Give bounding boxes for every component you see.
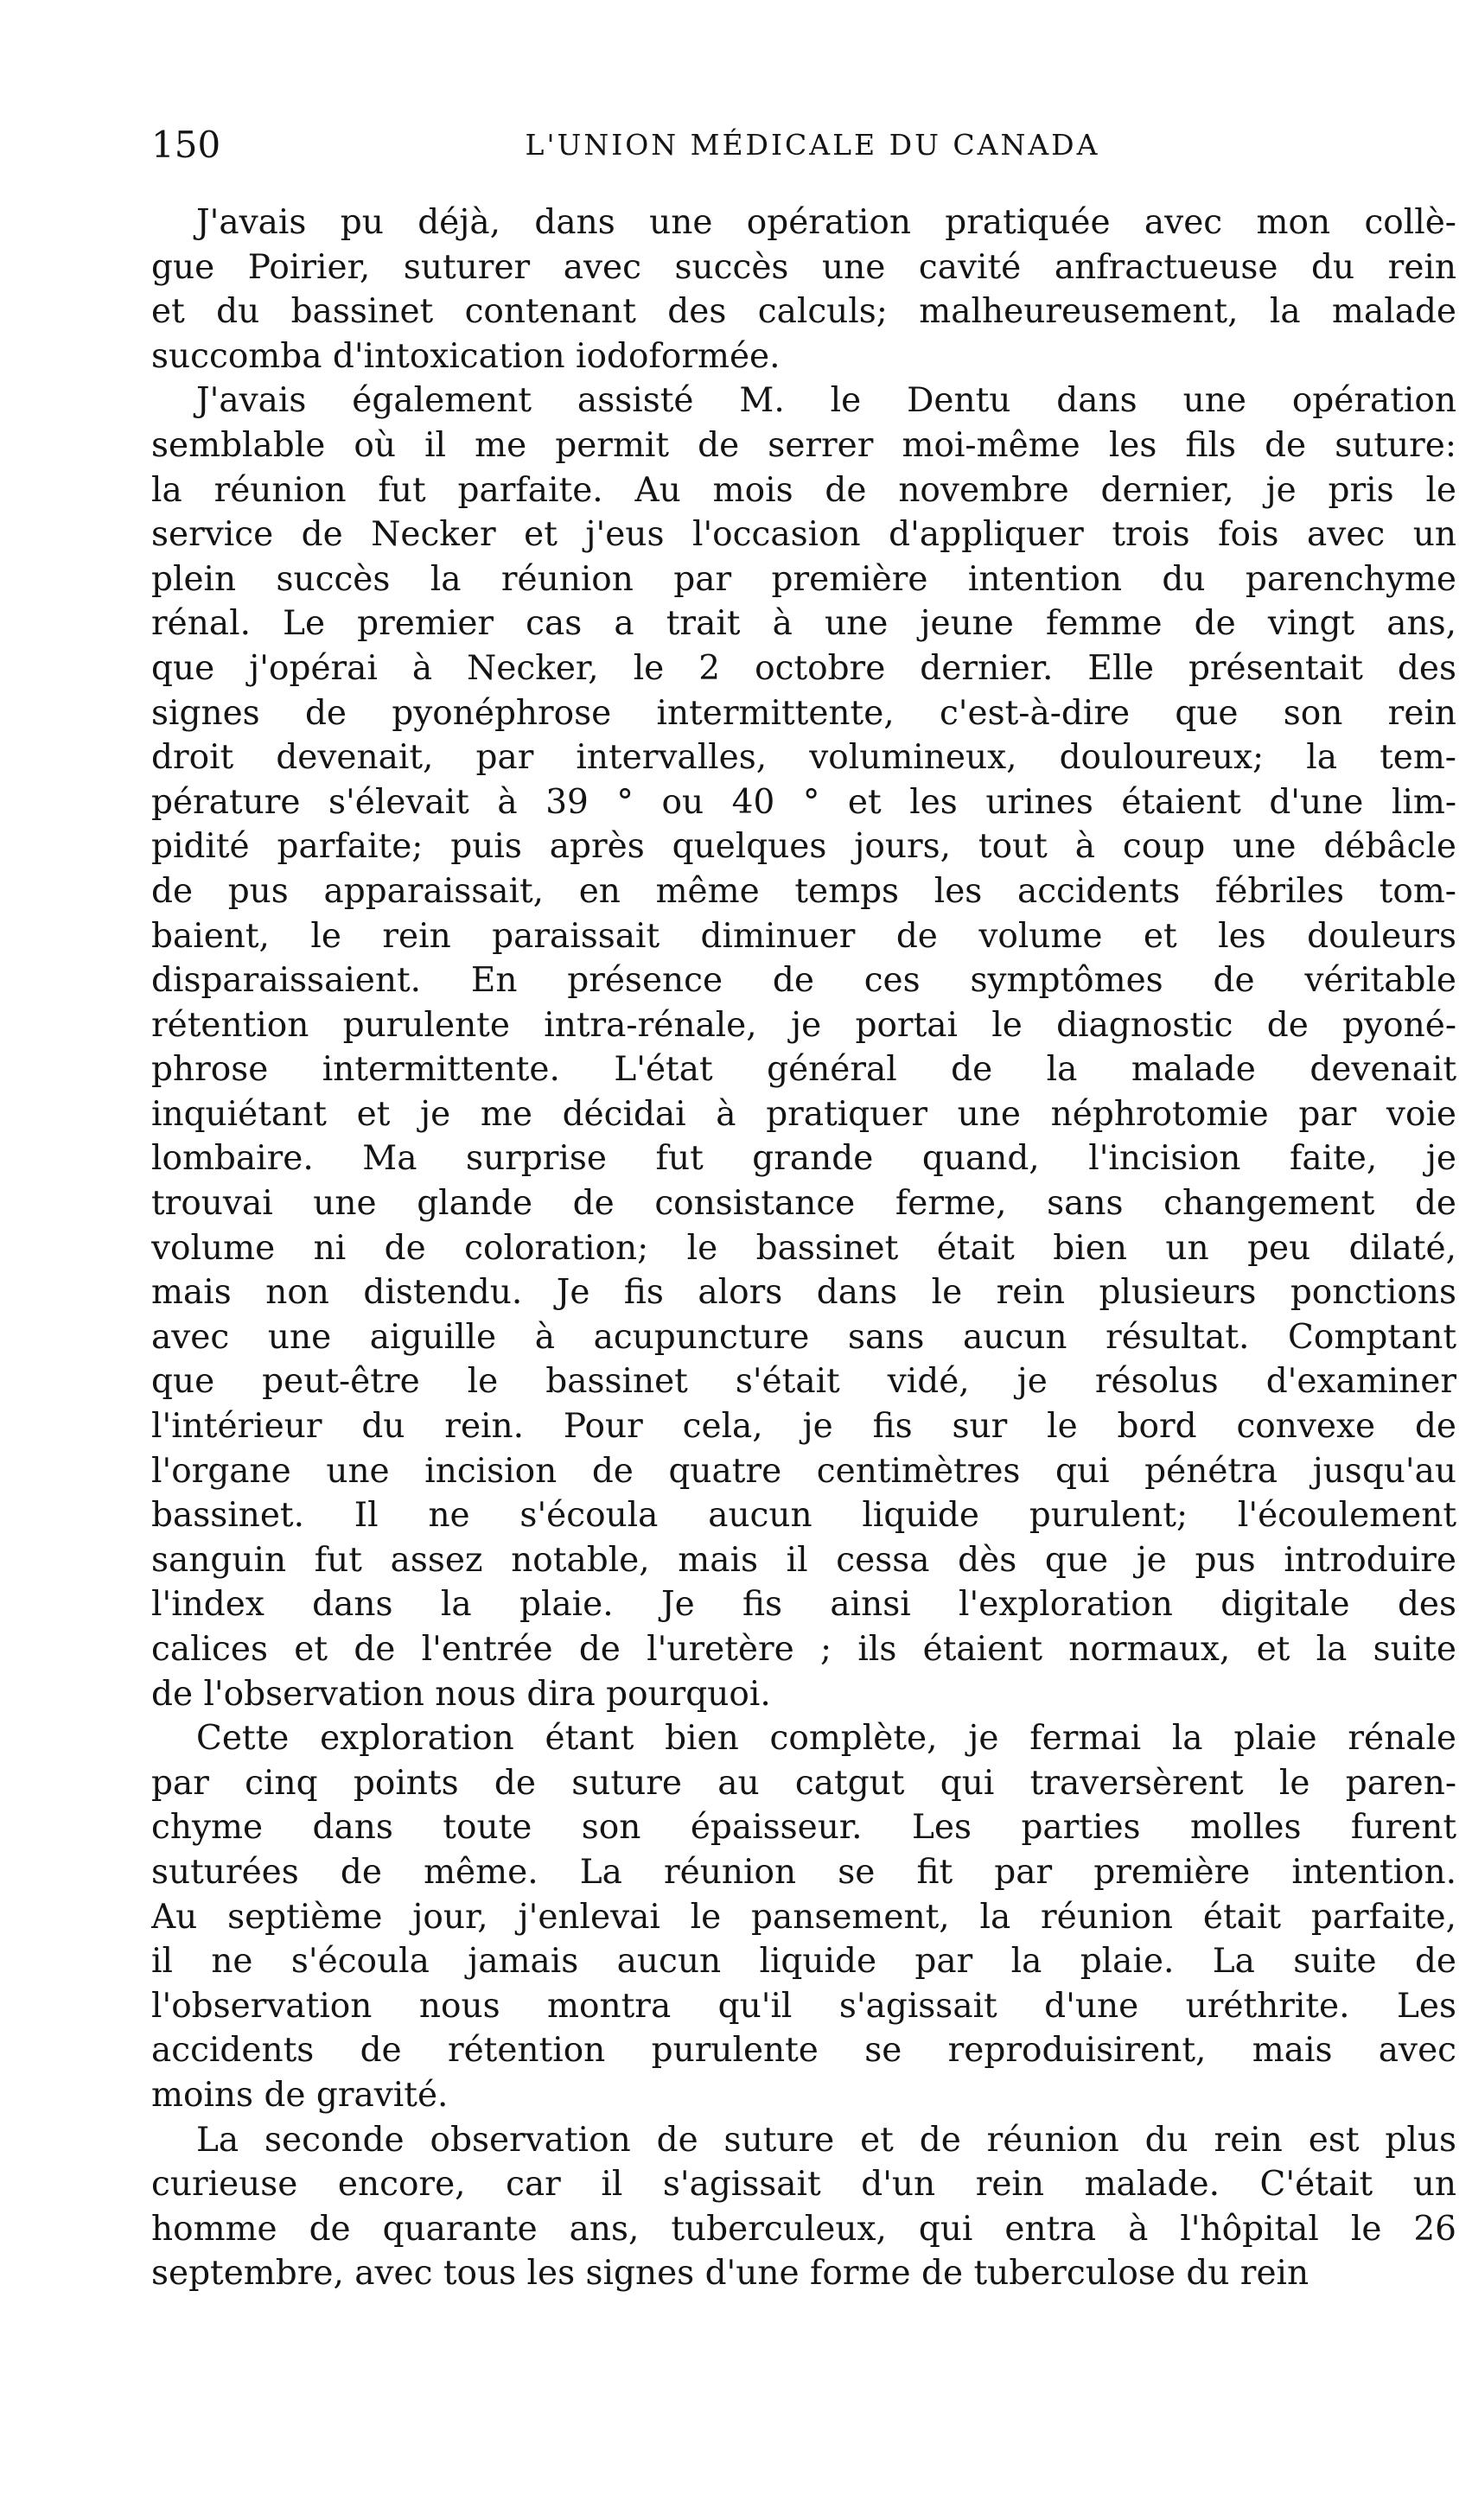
text-line: droit devenait, par intervalles, volumineux, douloureux; la tem- — [151, 738, 1456, 778]
text-line: trouvai une glande de consistance ferme, sans changement de — [151, 1184, 1456, 1224]
text-line: et du bassinet contenant des calculs; malheureusement, la malade — [151, 292, 1456, 332]
text-line: plein succès la réunion par première intention du parenchyme — [151, 559, 1456, 599]
text-line: bassinet. Il ne s'écoula aucun liquide purulent; l'écoulement — [151, 1496, 1456, 1536]
text-line: J'avais pu déjà, dans une opération pratiquée avec mon collè- — [196, 203, 1456, 242]
text-line: l'observation nous montra qu'il s'agissait d'une uréthrite. Les — [151, 1986, 1456, 2026]
text-line: que peut-être le bassinet s'était vidé, je résolus d'examiner — [151, 1362, 1456, 1402]
text-line: service de Necker et j'eus l'occasion d'appliquer trois fois avec un — [151, 515, 1456, 555]
text-line: succomba d'intoxication iodoformée. — [151, 336, 781, 376]
text-line: la réunion fut parfaite. Au mois de novembre dernier, je pris le — [151, 470, 1456, 510]
text-line: homme de quarante ans, tuberculeux, qui entra à l'hôpital le 26 — [151, 2209, 1456, 2249]
running-head — [151, 119, 1456, 171]
text-line: septembre, avec tous les signes d'une forme de tuberculose du rein — [151, 2254, 1310, 2294]
text-line: gue Poirier, suturer avec succès une cavité anfractueuse du rein — [151, 247, 1456, 287]
text-line: calices et de l'entrée de l'uretère ; ils étaient normaux, et la suite — [151, 1630, 1456, 1669]
text-line: pérature s'élevait à 39 ° ou 40 ° et les urines étaient d'une lim- — [151, 782, 1456, 822]
text-line: Cette exploration étant bien complète, je fermai la plaie rénale — [196, 1719, 1456, 1759]
text-line: moins de gravité. — [151, 2075, 449, 2115]
text-line: lombaire. Ma surprise fut grande quand, l'incision faite, je — [151, 1139, 1456, 1179]
text-line: par cinq points de suture au catgut qui traversèrent le paren- — [151, 1763, 1456, 1803]
text-line: pidité parfaite; puis après quelques jours, tout à coup une débâcle — [151, 827, 1456, 867]
text-line: l'organe une incision de quatre centimètres qui pénétra jusqu'au — [151, 1451, 1456, 1491]
text-line: il ne s'écoula jamais aucun liquide par la plaie. La suite de — [151, 1942, 1456, 1982]
text-line: l'intérieur du rein. Pour cela, je fis sur le bord convexe de — [151, 1407, 1456, 1447]
text-line: mais non distendu. Je fis alors dans le rein plusieurs ponctions — [151, 1273, 1456, 1313]
text-line: inquiétant et je me décidai à pratiquer une néphrotomie par voie — [151, 1094, 1456, 1134]
text-line: phrose intermittente. L'état général de la malade devenait — [151, 1050, 1456, 1090]
text-line: disparaissaient. En présence de ces symptômes de véritable — [151, 961, 1456, 1001]
journal-title: L'UNION MÉDICALE DU CANADA — [525, 128, 1100, 162]
text-line: l'index dans la plaie. Je fis ainsi l'exploration digitale des — [151, 1585, 1456, 1625]
text-line: curieuse encore, car il s'agissait d'un rein malade. C'était un — [151, 2165, 1456, 2205]
text-line: semblable où il me permit de serrer moi-même les fils de suture: — [151, 425, 1456, 465]
text-line: chyme dans toute son épaisseur. Les parties molles furent — [151, 1808, 1456, 1848]
text-line: accidents de rétention purulente se reproduisirent, mais avec — [151, 2031, 1456, 2071]
text-line: de l'observation nous dira pourquoi. — [151, 1674, 771, 1714]
text-line: rétention purulente intra-rénale, je portai le diagnostic de pyoné- — [151, 1005, 1456, 1045]
text-line: suturées de même. La réunion se fit par première intention. — [151, 1852, 1456, 1892]
text-line: J'avais également assisté M. le Dentu dans une opération — [196, 381, 1456, 421]
text-line: volume ni de coloration; le bassinet était bien un peu dilaté, — [151, 1228, 1456, 1268]
text-line: baient, le rein paraissait diminuer de volume et les douleurs — [151, 916, 1456, 956]
text-line: que j'opérai à Necker, le 2 octobre dernier. Elle présentait des — [151, 648, 1456, 688]
text-line: signes de pyonéphrose intermittente, c'est-à-dire que son rein — [151, 693, 1456, 733]
text-line: La seconde observation de suture et de réunion du rein est plus — [196, 2120, 1456, 2160]
body-text — [151, 200, 1456, 2296]
text-line: avec une aiguille à acupuncture sans aucun résultat. Comptant — [151, 1317, 1456, 1357]
text-line: de pus apparaissait, en même temps les accidents fébriles tom- — [151, 871, 1456, 911]
text-line: Au septième jour, j'enlevai le pansement, la réunion était parfaite, — [151, 1897, 1456, 1937]
text-line: sanguin fut assez notable, mais il cessa dès que je pus introduire — [151, 1540, 1456, 1580]
page-number: 150 — [151, 124, 221, 166]
text-line: rénal. Le premier cas a trait à une jeune femme de vingt ans, — [151, 604, 1456, 644]
